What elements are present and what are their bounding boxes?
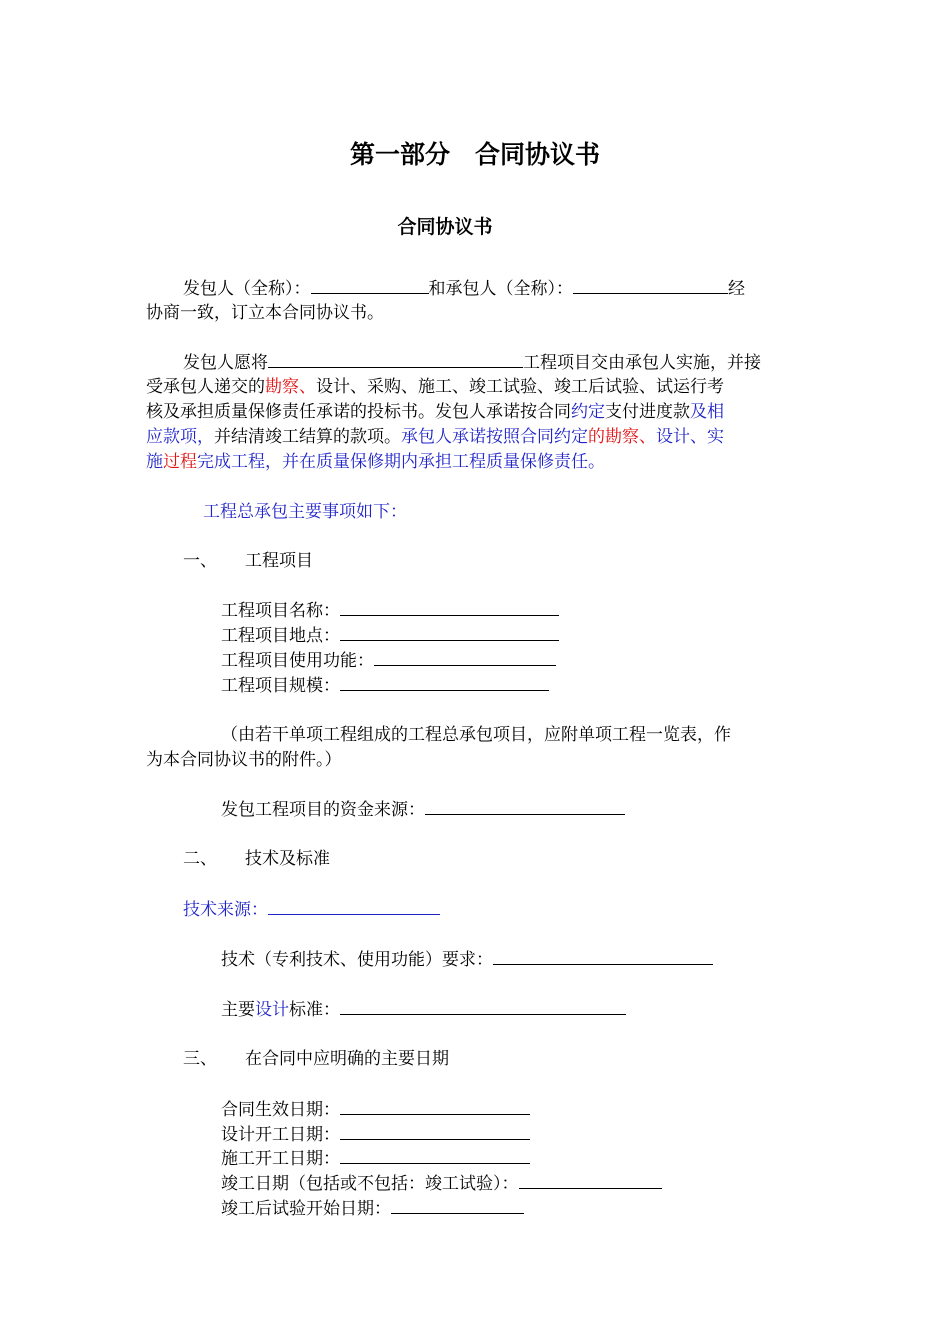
- text-segment: 竣工日期（包括或不包括：竣工试验）：: [221, 1174, 519, 1194]
- p1-line2: 协商一致，订立本合同协议书。: [146, 303, 384, 323]
- employer-name-blank[interactable]: [311, 276, 429, 294]
- text-segment: 支付进度款: [605, 402, 690, 422]
- construction-start-date-blank[interactable]: [340, 1146, 530, 1164]
- text-segment: 勘察、: [265, 377, 316, 397]
- p2-line1: [183, 350, 761, 376]
- field-fund-source: [221, 797, 625, 823]
- text-segment: 工程项目名称：: [221, 601, 340, 621]
- completion-date-blank[interactable]: [519, 1171, 662, 1189]
- field-project-function: [221, 648, 556, 674]
- field-project-location: [221, 623, 559, 649]
- field-design-start-date: [221, 1122, 530, 1148]
- p2-line3: [146, 400, 724, 425]
- text-segment: 三、: [183, 1049, 217, 1069]
- text-segment: 合同生效日期：: [221, 1100, 340, 1120]
- text-segment: 工程项目: [245, 551, 313, 571]
- effective-date-blank[interactable]: [340, 1097, 530, 1115]
- tech-source-blank[interactable]: [268, 897, 440, 915]
- text-segment: 施: [146, 452, 163, 472]
- text-segment: 工程项目使用功能：: [221, 651, 374, 671]
- field-post-test-date: [221, 1196, 524, 1222]
- field-effective-date: [221, 1097, 530, 1123]
- note-line1: （由若干单项工程组成的工程总承包项目，应附单项工程一览表，作: [221, 725, 731, 745]
- text-segment: 竣工后试验开始日期：: [221, 1199, 391, 1219]
- text-segment: 设计开工日期：: [221, 1125, 340, 1145]
- project-scale-blank[interactable]: [340, 673, 549, 691]
- text-segment: 核及承担质量保修责任承诺的投标书。发包人承诺按合同: [146, 402, 571, 422]
- text-segment: 并结清竣工结算的款项。: [214, 427, 401, 447]
- text-segment: 标准：: [289, 1000, 340, 1020]
- contractor-name-blank[interactable]: [573, 276, 728, 294]
- text-segment: 的勘察、: [588, 427, 656, 447]
- text-segment: 及相: [690, 402, 724, 422]
- text-segment: 施工开工日期：: [221, 1149, 340, 1169]
- text-segment: 在合同中应明确的主要日期: [245, 1049, 449, 1069]
- text-segment: 约定: [571, 402, 605, 422]
- field-project-scale: [221, 673, 549, 699]
- text-segment: 应款项，: [146, 427, 214, 447]
- text-segment: 主要: [221, 1000, 255, 1020]
- contractor-label: 和承包人（全称）：: [428, 279, 573, 299]
- text-segment: 设计、采购、施工、竣工试验、竣工后试验、试运行考: [316, 377, 724, 397]
- note-line2: 为本合同协议书的附件。）: [146, 750, 342, 770]
- text-segment: 技术来源：: [183, 900, 268, 920]
- text-segment: 二、: [183, 849, 217, 869]
- text-segment: 工程项目规模：: [221, 676, 340, 696]
- text-segment: 发包人愿将: [183, 353, 268, 373]
- text-segment: 发包工程项目的资金来源：: [221, 800, 425, 820]
- project-blank[interactable]: [268, 350, 523, 368]
- fund-source-blank[interactable]: [425, 797, 625, 815]
- project-function-blank[interactable]: [374, 648, 556, 666]
- p2-line4: [146, 425, 724, 450]
- page-title: 第一部分 合同协议书: [349, 140, 600, 169]
- employer-label: 发包人（全称）：: [183, 279, 311, 299]
- project-location-blank[interactable]: [340, 623, 559, 641]
- tech-requirement-blank[interactable]: [493, 947, 713, 965]
- field-design-standard: [221, 997, 626, 1023]
- field-project-name: [221, 598, 559, 624]
- field-tech-source: [183, 897, 440, 923]
- text-segment: 工程项目交由承包人实施，并接: [523, 353, 761, 373]
- design-start-date-blank[interactable]: [340, 1122, 530, 1140]
- text-segment: 受承包人递交的: [146, 377, 265, 397]
- section-3-heading: [183, 1047, 449, 1072]
- section-subtitle: 合同协议书: [397, 216, 493, 238]
- post-test-date-blank[interactable]: [391, 1196, 524, 1214]
- text-segment: 完成工程，并在质量保修期内承担工程质量保修责任。: [197, 452, 605, 472]
- text-segment: 设计、实: [656, 427, 724, 447]
- p2-line2: [146, 375, 724, 400]
- text-segment: 经: [728, 279, 745, 299]
- intro-line: 工程总承包主要事项如下：: [203, 502, 407, 522]
- field-completion-date: [221, 1171, 662, 1197]
- text-segment: 设计: [255, 1000, 289, 1020]
- project-name-blank[interactable]: [340, 598, 559, 616]
- text-segment: 过程: [163, 452, 197, 472]
- section-2-heading: [183, 847, 330, 872]
- p2-line5: [146, 450, 605, 475]
- section-1-heading: [183, 549, 313, 574]
- field-tech-requirement: [221, 947, 713, 973]
- text-segment: 一、: [183, 551, 217, 571]
- p1-line1: [183, 276, 745, 302]
- text-segment: 承包人承诺按照合同约定: [401, 427, 588, 447]
- text-segment: 技术及标准: [245, 849, 330, 869]
- field-construction-start-date: [221, 1146, 530, 1172]
- design-standard-blank[interactable]: [340, 997, 626, 1015]
- text-segment: 工程项目地点：: [221, 626, 340, 646]
- text-segment: 技术（专利技术、使用功能）要求：: [221, 950, 493, 970]
